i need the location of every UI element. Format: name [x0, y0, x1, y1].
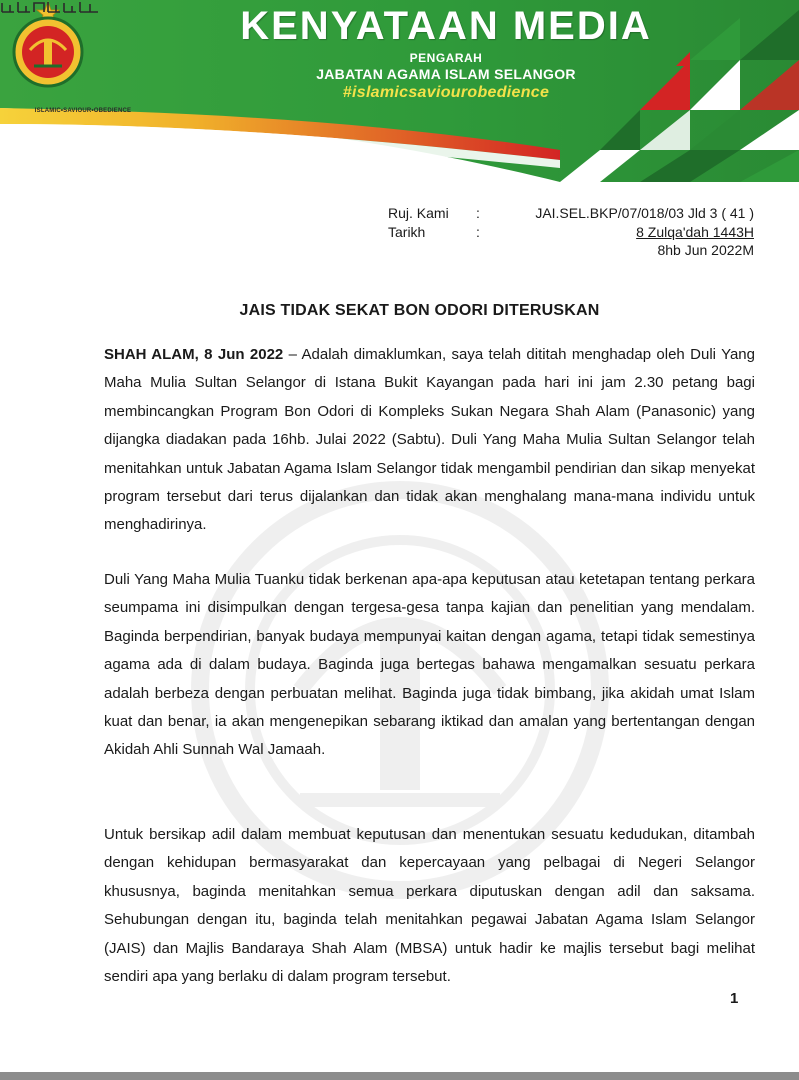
ruj-colon: : [476, 205, 480, 221]
page-title: KENYATAAN MEDIA [240, 4, 652, 48]
paragraph-3: Untuk bersikap adil dalam membuat keputusan dan menentukan sesuatu kedudukan, ditambah dengan kehidupan bermasyarakat dan kepercayaan yang pelbagai di Negeri Selangor khususnya, baginda menitahkan semua perkara diputuskan dengan adil dan saksama. Sehubungan dengan itu, baginda telah menitahkan pegawai Jabatan Agama Islam Selangor (JAIS) dan Majlis Bandaraya Shah Alam (MBSA) untuk hadir ke majlis tersebut bagi melihat sendiri apa yang berlaku di dalam program tersebut. [104, 826, 755, 986]
page-bottom-edge [0, 1072, 799, 1080]
paragraph-1-text: – Adalah dimaklumkan, saya telah dititah menghadap oleh Duli Yang Maha Mulia Sultan Selangor di Istana Bukit Kayangan pada hari ini jam 2.30 petang bagi membincangkan Program Bon Odori di Kompleks Sukan Negara Shah Alam (Panasonic) yang dijangka diadakan pada 16hb. Julai 2022 (Sabtu). Duli Yang Maha Mulia Sultan Selangor telah menitahkan untuk Jabatan Agama Islam Selangor tidak mengambil pendirian dan sikap menyekat program tersebut dari terus dijalankan dan tidak akan menghalang mana-mana individu untuk menghadirinya. [104, 346, 755, 534]
ruj-label: Ruj. Kami [388, 205, 449, 221]
tarikh-label: Tarikh [388, 224, 426, 240]
paragraph-1 [104, 341, 755, 540]
ruj-value: JAI.SEL.BKP/07/018/03 Jld 3 ( 41 ) [535, 205, 754, 221]
calligraphy-mark [0, 0, 100, 14]
page-number: 1 [730, 990, 739, 1007]
crest-tagline: ISLAMIC•SAVIOUR•OBEDIENCE [34, 108, 132, 114]
subtitle-department: JABATAN AGAMA ISLAM SELANGOR [316, 66, 576, 82]
hashtag-slogan: #islamicsaviourobedience [342, 84, 550, 101]
press-headline: JAIS TIDAK SEKAT BON ODORI DITERUSKAN [239, 302, 600, 319]
dateline: SHAH ALAM, 8 Jun 2022 [104, 346, 284, 363]
header-banner [0, 0, 799, 182]
paragraph-2: Duli Yang Maha Mulia Tuanku tidak berkenan apa-apa keputusan atau ketetapan tentang perkara seumpama ini disimpulkan dengan tergesa-gesa tanpa kajian dan penelitian yang mendalam. Baginda berpendirian, banyak budaya mempunyai kaitan dengan agama, tetapi tidak semestinya agama ada di dalam budaya. Baginda juga bertegas bahawa mengamalkan sesuatu perkara adalah berbeza dengan perbuatan melihat. Baginda juga tidak bimbang, jika akidah umat Islam kuat dan benar, ia akan mengenepikan sebarang iktikad dan amalan yang bertentangan dengan Akidah Ahli Sunnah Wal Jamaah. [104, 571, 755, 759]
subtitle-pengarah: PENGARAH [409, 51, 483, 65]
tarikh-colon: : [476, 224, 480, 240]
tarikh-masihi: 8hb Jun 2022M [657, 242, 754, 258]
tarikh-hijri: 8 Zulqa'dah 1443H [636, 224, 754, 240]
